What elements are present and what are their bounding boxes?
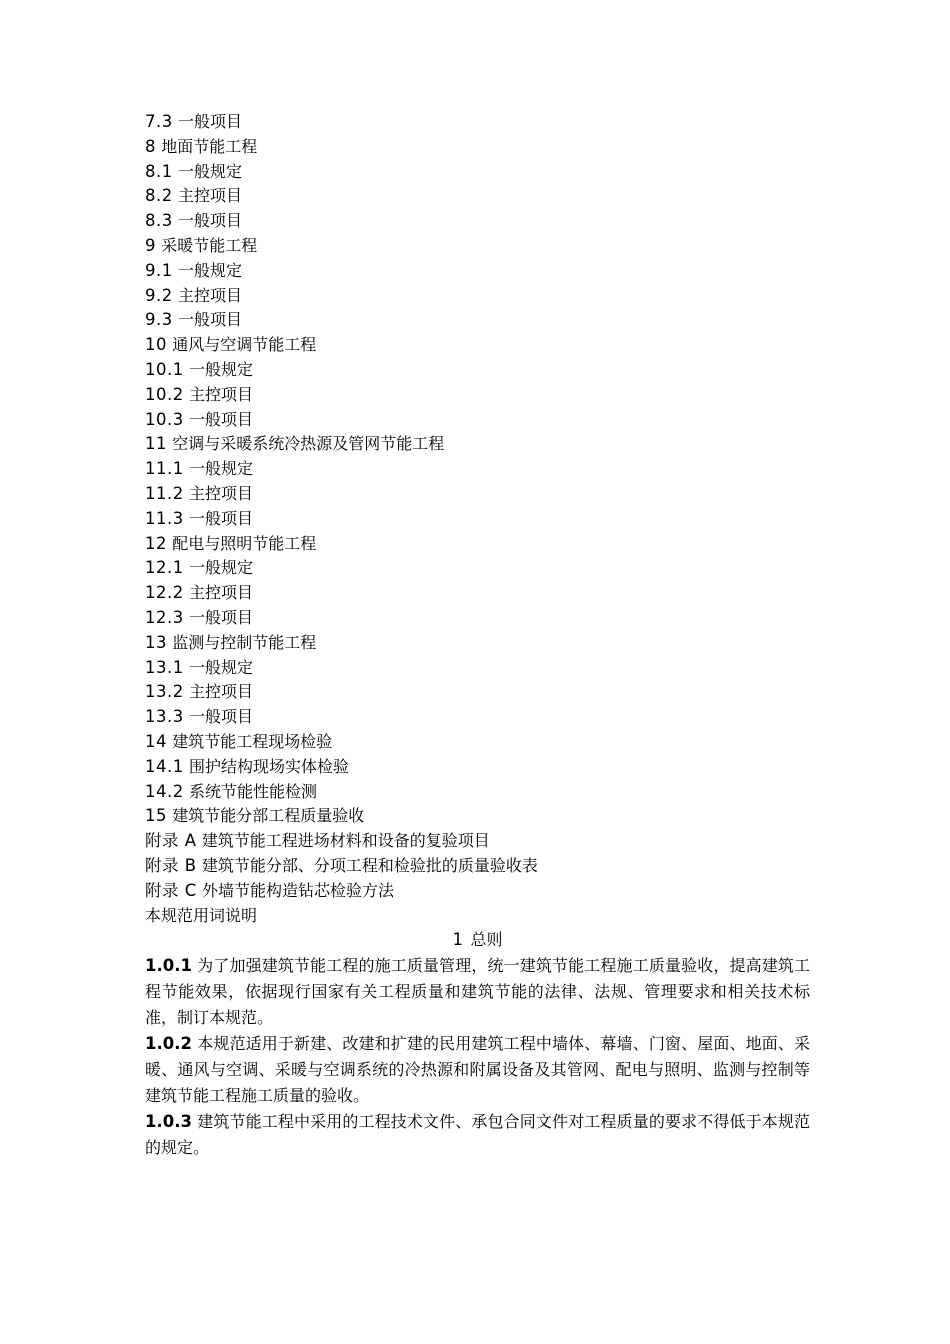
toc-item [145, 631, 810, 656]
toc-item-number: 14.2 [145, 781, 184, 801]
toc-item-title: 建筑节能分部工程质量验收 [172, 806, 365, 826]
toc-item-title: 系统节能性能检测 [189, 781, 318, 801]
toc-item-title: 采暖节能工程 [161, 235, 258, 255]
toc-item [145, 383, 810, 408]
toc-item-title: 一般项目 [189, 607, 254, 627]
toc-item-number: 13.1 [145, 657, 184, 677]
table-of-contents [145, 110, 810, 928]
toc-item [145, 904, 810, 929]
toc-item-title: 主控项目 [189, 583, 254, 603]
toc-item-number: 8 [145, 136, 156, 156]
toc-item-title: 主控项目 [189, 384, 254, 404]
toc-item-number: 14.1 [145, 756, 184, 776]
toc-item [145, 755, 810, 780]
toc-item [145, 184, 810, 209]
toc-item-number: 附录 C [145, 880, 197, 900]
toc-item-number: 8.1 [145, 161, 173, 181]
toc-item-title: 一般项目 [189, 508, 254, 528]
toc-item-number: 9.1 [145, 260, 173, 280]
toc-item [145, 333, 810, 358]
toc-item-title: 一般项目 [178, 112, 243, 131]
toc-item [145, 284, 810, 309]
toc-item [145, 358, 810, 383]
toc-item-title: 一般规定 [189, 558, 254, 578]
toc-item-number: 9.3 [145, 310, 173, 330]
toc-item [145, 656, 810, 681]
toc-item-title: 围护结构现场实体检验 [189, 756, 350, 776]
toc-item-number: 9 [145, 235, 156, 255]
toc-item-title: 主控项目 [178, 285, 243, 305]
toc-item [145, 432, 810, 457]
toc-item-title: 地面节能工程 [161, 136, 258, 156]
clause-number: 1.0.1 [145, 956, 192, 976]
toc-item [145, 507, 810, 532]
toc-item-number: 12.2 [145, 583, 184, 603]
clause-text: 本规范适用于新建、改建和扩建的民用建筑工程中墙体、幕墙、门窗、屋面、地面、采暖、通风与空调、采暖与空调系统的冷热源和附属设备及其管网、配电与照明、监测与控制等建筑节能工程施工质量的验收。 [145, 1034, 810, 1106]
toc-item-number: 附录 A [145, 831, 197, 851]
toc-item-number: 14 [145, 731, 167, 751]
clause-paragraph [145, 953, 810, 1031]
toc-item-number: 10 [145, 335, 167, 355]
clause-paragraph [145, 1109, 810, 1161]
toc-item-number: 8.3 [145, 211, 173, 231]
toc-item-number: 11.1 [145, 459, 184, 479]
toc-item [145, 457, 810, 482]
toc-item [145, 829, 810, 854]
clause-text: 为了加强建筑节能工程的施工质量管理，统一建筑节能工程施工质量验收，提高建筑工程节能效果，依据现行国家有关工程质量和建筑节能的法律、法规、管理要求和相关技术标准，制订本规范。 [145, 956, 810, 1028]
toc-item [145, 804, 810, 829]
toc-item [145, 160, 810, 185]
toc-item [145, 556, 810, 581]
chapter-title: 总则 [470, 930, 503, 950]
toc-item-title: 主控项目 [189, 483, 254, 503]
toc-item-title: 建筑节能工程现场检验 [172, 731, 333, 751]
toc-item-number: 10.1 [145, 359, 184, 379]
toc-item [145, 408, 810, 433]
toc-item-number: 11 [145, 434, 167, 454]
toc-item-number: 11.2 [145, 483, 184, 503]
toc-item-title: 一般项目 [178, 211, 243, 231]
document-page [145, 110, 810, 1161]
toc-item [145, 780, 810, 805]
toc-item-number: 10.3 [145, 409, 184, 429]
toc-item-title: 一般规定 [178, 260, 243, 280]
toc-item-title: 一般项目 [178, 310, 243, 330]
toc-item [145, 135, 810, 160]
toc-item-number: 12.1 [145, 558, 184, 578]
clause-text: 建筑节能工程中采用的工程技术文件、承包合同文件对工程质量的要求不得低于本规范的规定。 [145, 1112, 810, 1158]
toc-item-title: 主控项目 [178, 186, 243, 206]
toc-item [145, 581, 810, 606]
toc-item [145, 209, 810, 234]
toc-item [145, 110, 810, 135]
toc-item-number: 附录 B [145, 855, 197, 875]
toc-item-title: 监测与控制节能工程 [172, 632, 317, 652]
toc-item [145, 705, 810, 730]
toc-item-title: 空调与采暖系统冷热源及管网节能工程 [172, 434, 445, 454]
toc-item-number: 13.3 [145, 707, 184, 727]
toc-item-title: 主控项目 [189, 682, 254, 702]
toc-item-title: 本规范用词说明 [145, 905, 258, 925]
chapter-number: 1 [452, 930, 464, 950]
toc-item-title: 外墙节能构造钻芯检验方法 [202, 880, 395, 900]
toc-item-title: 一般规定 [178, 161, 243, 181]
toc-item [145, 532, 810, 557]
clause-number: 1.0.2 [145, 1034, 192, 1054]
toc-item-title: 一般项目 [189, 409, 254, 429]
toc-item [145, 606, 810, 631]
toc-item-number: 7.3 [145, 112, 173, 131]
toc-item-number: 15 [145, 806, 167, 826]
toc-item-title: 一般规定 [189, 359, 254, 379]
toc-item-title: 建筑节能分部、分项工程和检验批的质量验收表 [201, 855, 538, 875]
toc-item [145, 730, 810, 755]
toc-item-title: 一般规定 [189, 459, 254, 479]
toc-item-title: 建筑节能工程进场材料和设备的复验项目 [201, 831, 490, 851]
toc-item-title: 通风与空调节能工程 [172, 335, 317, 355]
toc-item-number: 13.2 [145, 682, 184, 702]
clause-paragraph [145, 1031, 810, 1109]
toc-item [145, 854, 810, 879]
toc-item-number: 8.2 [145, 186, 173, 206]
toc-item [145, 482, 810, 507]
toc-item-number: 13 [145, 632, 167, 652]
clause-number: 1.0.3 [145, 1112, 192, 1132]
toc-item [145, 879, 810, 904]
toc-item [145, 680, 810, 705]
toc-item [145, 234, 810, 259]
toc-item-title: 配电与照明节能工程 [172, 533, 317, 553]
toc-item-number: 11.3 [145, 508, 184, 528]
chapter-heading [145, 928, 810, 953]
toc-item-title: 一般项目 [189, 707, 254, 727]
toc-item-number: 12.3 [145, 607, 184, 627]
toc-item [145, 259, 810, 284]
toc-item-title: 一般规定 [189, 657, 254, 677]
toc-item-number: 10.2 [145, 384, 184, 404]
toc-item-number: 12 [145, 533, 167, 553]
toc-item-number: 9.2 [145, 285, 173, 305]
toc-item [145, 308, 810, 333]
